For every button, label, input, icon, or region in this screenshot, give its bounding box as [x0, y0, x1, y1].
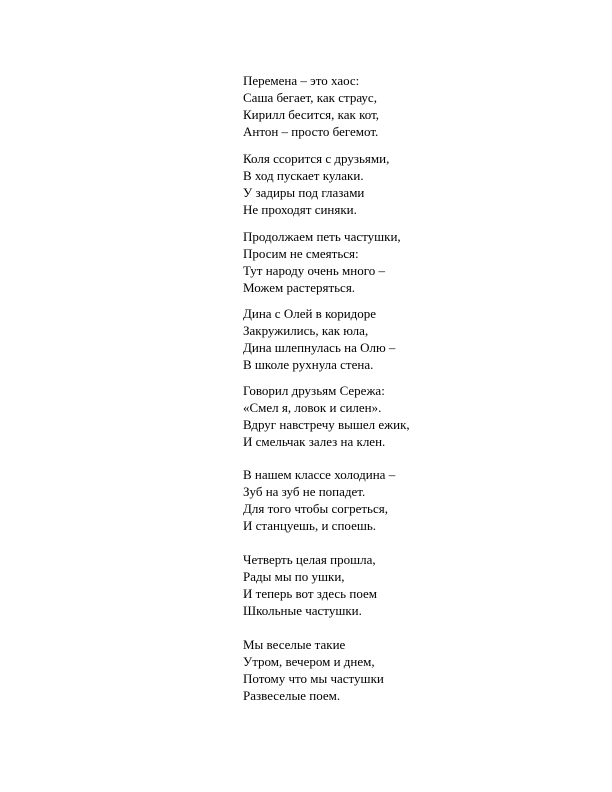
- poem-stanza-1: [243, 72, 573, 140]
- poem-line: В школе рухнула стена.: [243, 357, 374, 372]
- poem-line: Мы веселые такие: [243, 637, 346, 652]
- poem-line: Не проходят синяки.: [243, 202, 357, 217]
- poem-line: Вдруг навстречу вышел ежик,: [243, 417, 410, 432]
- poem-stanza-6: [243, 466, 573, 534]
- poem-line: Коля ссорится с друзьями,: [243, 151, 390, 166]
- poem-line: Продолжаем петь частушки,: [243, 229, 401, 244]
- poem-line: Антон – просто бегемот.: [243, 124, 379, 139]
- poem-stanza-8: [243, 636, 573, 704]
- poem-line: Четверть целая прошла,: [243, 552, 376, 567]
- poem-line: «Смел я, ловок и силен».: [243, 400, 382, 415]
- poem-stanza-4: [243, 305, 573, 373]
- poem-line: Говорил друзьям Сережа:: [243, 383, 385, 398]
- poem-line: Развеселые поем.: [243, 688, 341, 703]
- poem-line: Можем растеряться.: [243, 280, 356, 295]
- poem-line: Перемена – это хаос:: [243, 73, 360, 88]
- poem-line: И станцуешь, и споешь.: [243, 518, 377, 533]
- poem-line: Саша бегает, как страус,: [243, 90, 377, 105]
- poem-line: В нашем классе холодина –: [243, 467, 396, 482]
- poem-line: Тут народу очень много –: [243, 263, 385, 278]
- poem-stanza-5: [243, 382, 573, 450]
- poem-line: Дина шлепнулась на Олю –: [243, 340, 396, 355]
- poem-line: Закружились, как юла,: [243, 323, 369, 338]
- poem-line: Просим не смеяться:: [243, 246, 359, 261]
- poem-line: В ход пускает кулаки.: [243, 168, 364, 183]
- poem-line: И теперь вот здесь поем: [243, 586, 377, 601]
- poem-line: Школьные частушки.: [243, 603, 362, 618]
- poem-stanza-3: [243, 228, 573, 296]
- poem-line: Утром, вечером и днем,: [243, 654, 375, 669]
- poem-line: Дина с Олей в коридоре: [243, 306, 377, 321]
- poem-line: Зуб на зуб не попадет.: [243, 484, 366, 499]
- poem-line: Для того чтобы согреться,: [243, 501, 388, 516]
- poem-line: Потому что мы частушки: [243, 671, 384, 686]
- poem-line: Рады мы по ушки,: [243, 569, 345, 584]
- poem-line: У задиры под глазами: [243, 185, 365, 200]
- poem-line: И смельчак залез на клен.: [243, 434, 386, 449]
- poem-stanza-2: [243, 150, 573, 218]
- poem-line: Кирилл бесится, как кот,: [243, 107, 380, 122]
- poem-stanza-7: [243, 551, 573, 619]
